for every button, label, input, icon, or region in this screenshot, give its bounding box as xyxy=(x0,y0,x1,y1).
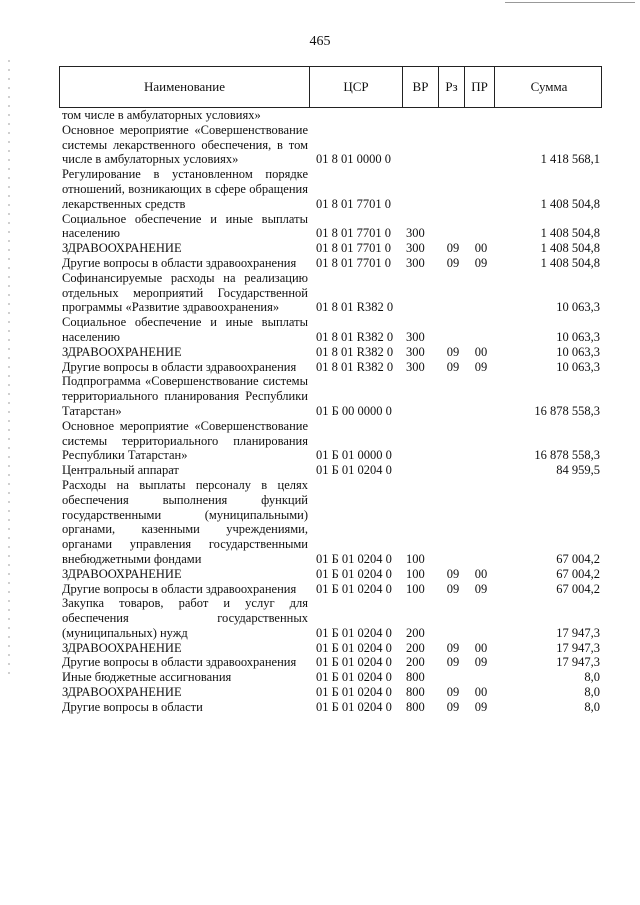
row-pr xyxy=(466,463,496,478)
row-name: Иные бюджетные ассигнования xyxy=(62,670,232,685)
row-pr xyxy=(466,167,496,211)
table-row xyxy=(62,123,602,167)
row-pr xyxy=(466,123,496,167)
table-row xyxy=(62,463,602,478)
row-name: Другие вопросы в области здравоохранения xyxy=(62,655,297,670)
row-rz: 09 xyxy=(446,359,460,374)
row-rz: 09 xyxy=(446,581,460,596)
row-vr: 300 xyxy=(406,255,425,270)
row-csr: 01 8 01 R382 0 xyxy=(316,359,394,374)
row-sum: 67 004,2 xyxy=(556,551,600,566)
row-sum: 8,0 xyxy=(584,685,600,700)
row-vr: 800 xyxy=(406,685,425,700)
table-row xyxy=(62,478,602,567)
table-row xyxy=(62,700,602,715)
row-name: том числе в амбулаторных условиях» xyxy=(62,108,261,122)
row-rz xyxy=(440,463,466,478)
row-name: ЗДРАВООХРАНЕНИЕ xyxy=(62,566,182,581)
row-sum: 17 947,3 xyxy=(556,625,600,640)
row-csr: 01 Б 00 0000 0 xyxy=(316,403,392,418)
table-row xyxy=(62,419,602,463)
row-vr: 100 xyxy=(406,551,425,566)
table-row xyxy=(62,212,602,242)
row-name: Другие вопросы в области здравоохранения xyxy=(62,581,297,596)
header-name: Наименование xyxy=(60,67,310,107)
row-rz: 09 xyxy=(446,685,460,700)
table-row xyxy=(62,685,602,700)
table-row xyxy=(62,315,602,345)
row-rz: 09 xyxy=(446,699,460,714)
row-csr: 01 Б 01 0000 0 xyxy=(316,448,392,463)
top-rule xyxy=(505,2,635,3)
row-name: Социальное обеспечение и иные выплаты населению xyxy=(62,315,308,344)
row-name: Центральный аппарат xyxy=(62,463,179,478)
row-rz: 09 xyxy=(446,640,460,655)
table-row xyxy=(62,655,602,670)
row-csr: 01 Б 01 0204 0 xyxy=(316,699,392,714)
row-csr: 01 8 01 7701 0 xyxy=(316,255,391,270)
row-vr xyxy=(402,463,440,478)
row-pr: 09 xyxy=(474,655,488,670)
page-number: 465 xyxy=(309,34,331,49)
row-name: Расходы на выплаты персоналу в целях обеспечения выполнения функций государственными (муниципальными) органами, казенными учреждениями, органами управления государственными внебюджетными фондами xyxy=(62,477,308,566)
header-vr: ВР xyxy=(403,67,439,107)
row-sum xyxy=(496,108,602,123)
row-pr xyxy=(466,212,496,242)
row-pr: 00 xyxy=(474,241,488,256)
row-vr xyxy=(402,419,440,463)
row-vr: 800 xyxy=(406,670,425,685)
row-pr: 00 xyxy=(474,344,488,359)
row-sum: 8,0 xyxy=(584,699,600,714)
row-sum: 8,0 xyxy=(584,670,600,685)
header-pr: ПР xyxy=(465,67,495,107)
table-row xyxy=(62,271,602,315)
row-pr xyxy=(466,596,496,640)
row-csr: 01 8 01 R382 0 xyxy=(316,300,394,315)
row-vr: 800 xyxy=(406,699,425,714)
row-vr: 100 xyxy=(406,566,425,581)
row-sum: 1 408 504,8 xyxy=(540,196,600,211)
row-name: Регулирование в установленном порядке отношений, возникающих в сфере обращения лекарственных средств xyxy=(62,167,308,211)
row-name: Основное мероприятие «Совершенствование системы территориального планирования Республики Татарстан» xyxy=(62,418,308,463)
table-row xyxy=(62,596,602,640)
row-vr xyxy=(402,123,440,167)
table-row xyxy=(62,167,602,211)
row-rz xyxy=(440,271,466,315)
row-csr: 01 Б 01 0204 0 xyxy=(316,566,392,581)
row-rz xyxy=(440,596,466,640)
row-pr xyxy=(466,315,496,345)
row-vr: 200 xyxy=(406,640,425,655)
margin-scan-marks xyxy=(8,60,10,680)
row-rz xyxy=(440,212,466,242)
header-rz: Рз xyxy=(439,67,465,107)
row-rz: 09 xyxy=(446,241,460,256)
table-row xyxy=(62,360,602,375)
row-vr xyxy=(402,374,440,418)
row-csr: 01 Б 01 0204 0 xyxy=(316,463,392,478)
row-csr: 01 8 01 7701 0 xyxy=(316,241,391,256)
row-rz xyxy=(440,374,466,418)
row-pr xyxy=(466,478,496,567)
row-rz: 09 xyxy=(446,255,460,270)
row-name: ЗДРАВООХРАНЕНИЕ xyxy=(62,241,182,256)
row-vr: 300 xyxy=(406,359,425,374)
row-name: Софинансируемые расходы на реализацию отдельных мероприятий Государственной программы «Развитие здравоохранения» xyxy=(62,270,308,315)
row-vr: 300 xyxy=(406,329,425,344)
row-rz xyxy=(440,478,466,567)
row-sum: 16 878 558,3 xyxy=(534,403,600,418)
row-csr: 01 Б 01 0204 0 xyxy=(316,670,392,685)
row-vr: 200 xyxy=(406,625,425,640)
row-csr: 01 8 01 7701 0 xyxy=(316,196,391,211)
row-pr: 00 xyxy=(474,640,488,655)
row-csr: 01 8 01 0000 0 xyxy=(316,152,391,167)
row-name: Закупка товаров, работ и услуг для обеспечения государственных (муниципальных) нужд xyxy=(62,596,308,640)
row-name: Другие вопросы в области здравоохранения xyxy=(62,359,297,374)
row-vr xyxy=(402,271,440,315)
table-row xyxy=(62,670,602,685)
table-row xyxy=(62,241,602,256)
row-pr xyxy=(466,374,496,418)
table-header xyxy=(59,66,602,108)
row-sum: 1 408 504,8 xyxy=(540,255,600,270)
row-vr: 300 xyxy=(406,241,425,256)
row-vr: 200 xyxy=(406,655,425,670)
row-rz: 09 xyxy=(446,655,460,670)
row-sum: 10 063,3 xyxy=(556,300,600,315)
row-csr: 01 Б 01 0204 0 xyxy=(316,581,392,596)
budget-table-body xyxy=(62,108,602,715)
row-rz xyxy=(440,123,466,167)
row-csr: 01 Б 01 0204 0 xyxy=(316,655,392,670)
row-sum: 10 063,3 xyxy=(556,359,600,374)
row-pr: 09 xyxy=(474,359,488,374)
row-pr xyxy=(466,419,496,463)
row-rz: 09 xyxy=(446,344,460,359)
table-row xyxy=(62,567,602,582)
row-csr: 01 8 01 R382 0 xyxy=(316,329,394,344)
row-pr xyxy=(466,108,496,123)
row-csr: 01 8 01 7701 0 xyxy=(316,226,391,241)
row-sum: 16 878 558,3 xyxy=(534,448,600,463)
table-row xyxy=(62,108,602,123)
row-rz xyxy=(440,108,466,123)
row-name: ЗДРАВООХРАНЕНИЕ xyxy=(62,640,182,655)
row-sum: 10 063,3 xyxy=(556,329,600,344)
row-rz: 09 xyxy=(446,566,460,581)
row-name: ЗДРАВООХРАНЕНИЕ xyxy=(62,344,182,359)
row-vr xyxy=(402,167,440,211)
row-sum: 10 063,3 xyxy=(556,344,600,359)
row-rz xyxy=(440,670,466,685)
row-pr xyxy=(466,670,496,685)
row-sum: 17 947,3 xyxy=(556,640,600,655)
header-sum: Сумма xyxy=(530,79,568,94)
row-sum: 17 947,3 xyxy=(556,655,600,670)
row-pr: 09 xyxy=(474,255,488,270)
row-csr: 01 Б 01 0204 0 xyxy=(316,551,392,566)
row-sum: 67 004,2 xyxy=(556,566,600,581)
row-vr: 300 xyxy=(406,226,425,241)
row-vr: 300 xyxy=(406,344,425,359)
row-rz xyxy=(440,167,466,211)
row-sum: 1 408 504,8 xyxy=(540,241,600,256)
row-pr: 09 xyxy=(474,699,488,714)
row-pr: 00 xyxy=(474,685,488,700)
row-csr: 01 Б 01 0204 0 xyxy=(316,640,392,655)
row-csr xyxy=(310,108,402,123)
table-row xyxy=(62,374,602,418)
row-name: Другие вопросы в области xyxy=(62,699,203,714)
header-csr: ЦСР xyxy=(310,67,403,107)
row-vr: 100 xyxy=(406,581,425,596)
table-row xyxy=(62,345,602,360)
row-rz xyxy=(440,419,466,463)
table-row xyxy=(62,641,602,656)
table-row xyxy=(62,582,602,597)
row-pr xyxy=(466,271,496,315)
row-rz xyxy=(440,315,466,345)
row-pr: 00 xyxy=(474,566,488,581)
row-name: ЗДРАВООХРАНЕНИЕ xyxy=(62,685,182,700)
row-vr xyxy=(402,108,440,123)
row-sum: 1 408 504,8 xyxy=(540,226,600,241)
row-name: Другие вопросы в области здравоохранения xyxy=(62,255,297,270)
row-sum: 1 418 568,1 xyxy=(540,152,600,167)
row-csr: 01 Б 01 0204 0 xyxy=(316,685,392,700)
row-sum: 67 004,2 xyxy=(556,581,600,596)
row-sum: 84 959,5 xyxy=(556,463,600,478)
table-row xyxy=(62,256,602,271)
row-pr: 09 xyxy=(474,581,488,596)
row-name: Основное мероприятие «Совершенствование системы лекарственного обеспечения, в том числе в амбулаторных условиях» xyxy=(62,122,308,167)
row-csr: 01 Б 01 0204 0 xyxy=(316,625,392,640)
row-name: Подпрограмма «Совершенствование системы территориального планирования Республики Татарстан» xyxy=(62,374,308,418)
row-name: Социальное обеспечение и иные выплаты населению xyxy=(62,211,308,241)
row-csr: 01 8 01 R382 0 xyxy=(316,344,394,359)
